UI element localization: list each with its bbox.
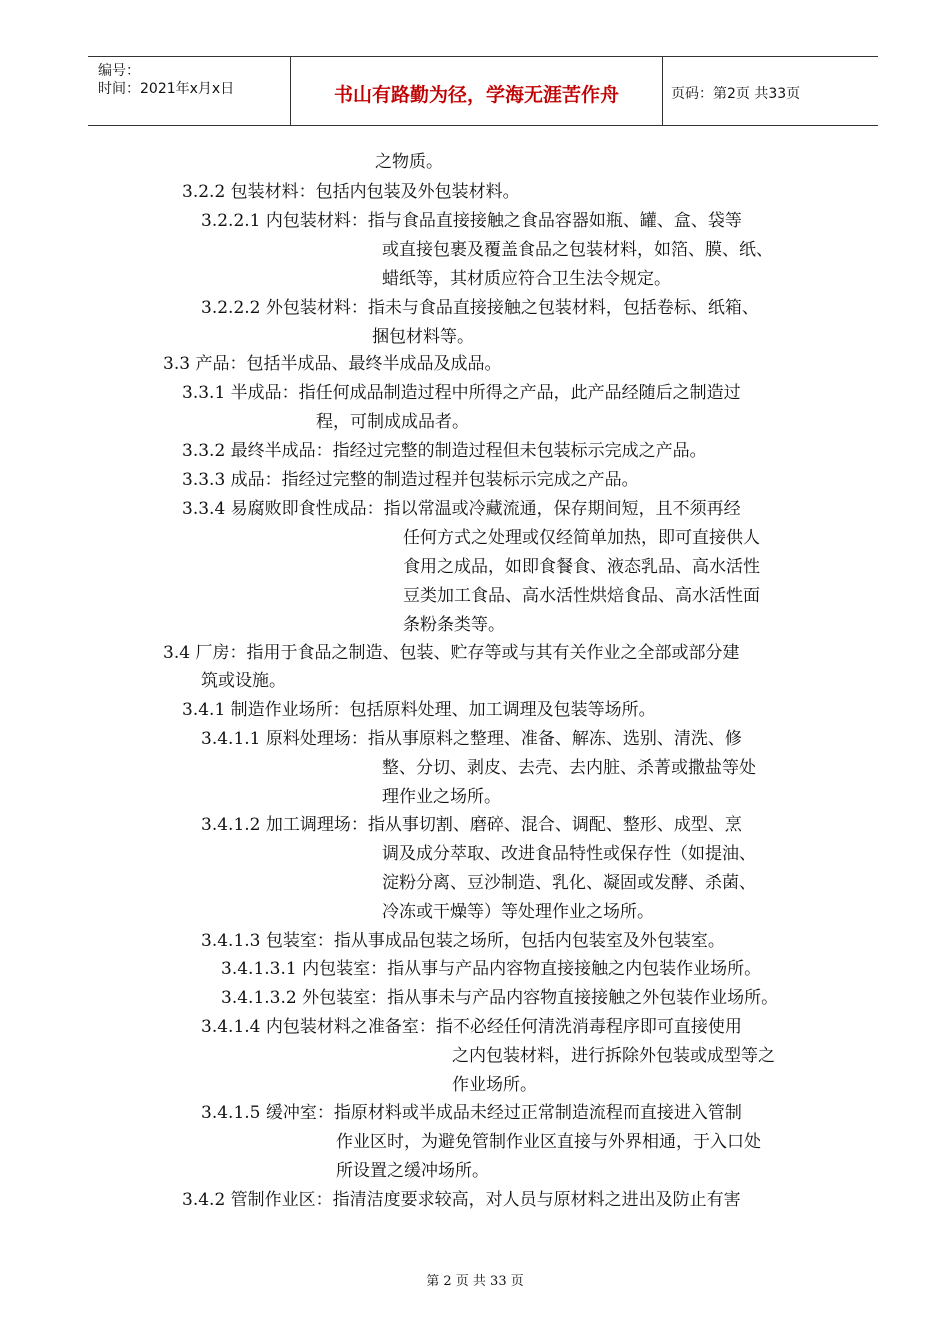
body-line: 3.4.1.4 内包装材料之准备室：指不必经任何清洗消毒程序即可直接使用 [201,1017,742,1037]
body-line: 蜡纸等，其材质应符合卫生法令规定。 [382,269,671,289]
header-info-cell [88,57,291,125]
body-line: 淀粉分离、豆沙制造、乳化、凝固或发酵、杀菌、 [382,873,756,893]
body-line: 3.4 厂房：指用于食品之制造、包装、贮存等或与其有关作业之全部或部分建 [163,643,740,663]
header-page-number: 页码：第2页 共33页 [671,86,801,102]
body-line: 理作业之场所。 [382,787,501,807]
document-number-label: 编号： [98,63,140,79]
body-line: 3.4.1.3 包装室：指从事成品包装之场所，包括内包装室及外包装室。 [201,931,725,951]
header-page-cell [663,57,878,125]
body-line: 作业场所。 [452,1075,537,1095]
body-line: 筑或设施。 [201,671,286,691]
body-line: 3.3.4 易腐败即食性成品：指以常温或冷藏流通，保存期间短，且不须再经 [182,499,741,519]
body-line: 3.4.1 制造作业场所：包括原料处理、加工调理及包装等场所。 [182,700,656,720]
body-line: 3.3 产品：包括半成品、最终半成品及成品。 [163,354,502,374]
body-line: 程，可制成成品者。 [316,412,469,432]
body-line: 所设置之缓冲场所。 [336,1161,489,1181]
body-line: 调及成分萃取、改进食品特性或保存性（如提油、 [382,844,756,864]
document-time-label: 时间：2021年x月x日 [98,81,235,97]
body-line: 3.4.1.2 加工调理场：指从事切割、磨碎、混合、调配、整形、成型、烹 [201,815,742,835]
body-line: 冷冻或干燥等）等处理作业之场所。 [382,902,654,922]
body-line: 豆类加工食品、高水活性烘焙食品、高水活性面 [403,586,760,606]
body-line: 之内包装材料，进行拆除外包装或成型等之 [452,1046,775,1066]
body-line: 3.3.2 最终半成品：指经过完整的制造过程但未包装标示完成之产品。 [182,441,707,461]
body-line: 捆包材料等。 [372,327,474,347]
body-line: 作业区时，为避免管制作业区直接与外界相通，于入口处 [336,1132,761,1152]
body-line: 任何方式之处理或仅经简单加热，即可直接供人 [403,528,760,548]
body-line: 3.4.1.3.1 内包装室：指从事与产品内容物直接接触之内包装作业场所。 [221,959,762,979]
body-line: 条粉条类等。 [403,615,505,635]
body-line: 3.4.2 管制作业区：指清洁度要求较高，对人员与原材料之进出及防止有害 [182,1190,741,1210]
body-line: 3.3.1 半成品：指任何成品制造过程中所得之产品，此产品经随后之制造过 [182,383,741,403]
page-footer: 第 2 页 共 33 页 [426,1274,524,1289]
page-header [88,56,878,126]
body-line: 3.2.2.2 外包装材料：指未与食品直接接触之包装材料，包括卷标、纸箱、 [201,298,759,318]
body-line: 3.2.2.1 内包装材料：指与食品直接接触之食品容器如瓶、罐、盒、袋等 [201,211,742,231]
header-slogan: 书山有路勤为径，学海无涯苦作舟 [333,84,619,106]
body-line: 3.2.2 包装材料：包括内包装及外包装材料。 [182,182,520,202]
body-line: 食用之成品，如即食餐食、液态乳品、高水活性 [403,557,760,577]
body-line: 3.4.1.5 缓冲室：指原材料或半成品未经过正常制造流程而直接进入管制 [201,1103,742,1123]
body-line: 或直接包裹及覆盖食品之包装材料，如箔、膜、纸、 [382,240,773,260]
body-line: 3.3.3 成品：指经过完整的制造过程并包装标示完成之产品。 [182,470,639,490]
body-line: 之物质。 [375,152,443,172]
body-line: 3.4.1.1 原料处理场：指从事原料之整理、准备、解冻、选别、清洗、修 [201,729,742,749]
body-line: 3.4.1.3.2 外包装室：指从事未与产品内容物直接接触之外包装作业场所。 [221,988,779,1008]
body-line: 整、分切、剥皮、去壳、去内脏、杀菁或撒盐等处 [382,758,756,778]
header-slogan-cell [291,57,663,125]
